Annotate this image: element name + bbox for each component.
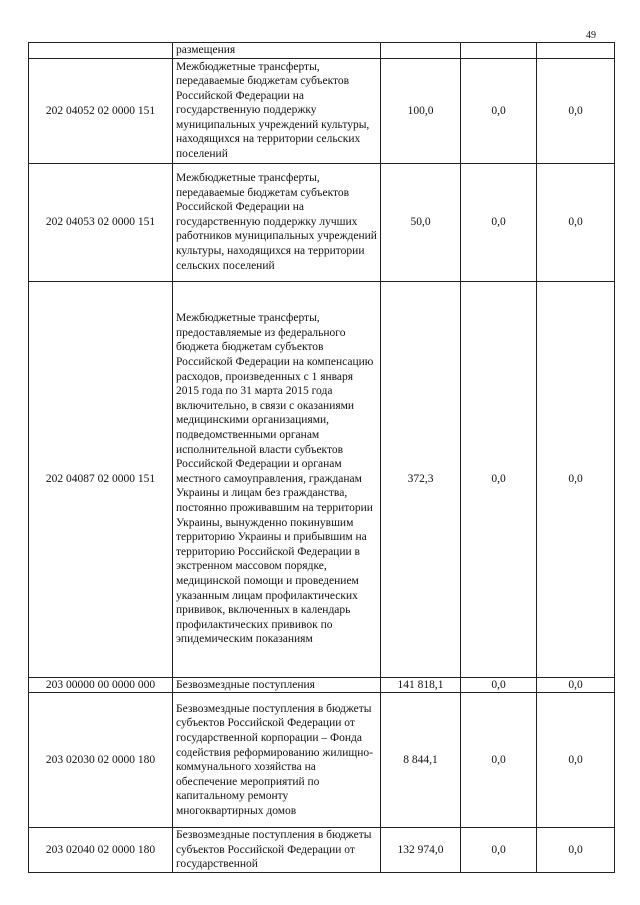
row-value-2 — [461, 43, 537, 59]
row-code: 202 04087 02 0000 151 — [29, 281, 173, 677]
row-value-3 — [537, 43, 615, 59]
row-value-1: 132 974,0 — [381, 828, 461, 873]
row-value-3: 0,0 — [537, 693, 615, 828]
table-row — [29, 163, 615, 281]
table-row — [29, 828, 615, 873]
row-name: Межбюджетные трансферты, передаваемые бюджетам субъектов Российской Федерации на государственную поддержку лучших работников муниципальных учреждений культуры, находящихся на территории сельских поселений — [173, 163, 381, 281]
row-value-1: 372,3 — [381, 281, 461, 677]
row-name: Межбюджетные трансферты, передаваемые бюджетам субъектов Российской Федерации на государственную поддержку муниципальных учреждений культуры, находящихся на территории сельских поселений — [173, 58, 381, 163]
row-name: размещения — [173, 43, 381, 59]
row-value-1: 141 818,1 — [381, 677, 461, 693]
row-value-2: 0,0 — [461, 828, 537, 873]
row-name: Безвозмездные поступления в бюджеты субъектов Российской Федерации от государственной — [173, 828, 381, 873]
row-name: Межбюджетные трансферты, предоставляемые из федерального бюджета бюджетам субъектов Российской Федерации на компенсацию расходов, произведенных с 1 января 2015 года по 31 марта 2015 года включительно, в связи с оказаниями медицинскими организациями, подведомственными органам исполнительной власти субъектов Российской Федерации и органам местного самоуправления, гражданам Украины и лицам без гражданства, постоянно проживавшим на территории Украины, вынужденно покинувшим территорию Украины и прибывшим на территорию Российской Федерации в экстренном массовом порядке, медицинской помощи и проведением указанным лицам профилактических прививок, включенных в календарь профилактических прививок по эпидемическим показаниям — [173, 281, 381, 677]
row-value-2: 0,0 — [461, 677, 537, 693]
row-value-3: 0,0 — [537, 281, 615, 677]
row-code: 202 04053 02 0000 151 — [29, 163, 173, 281]
table-row — [29, 677, 615, 693]
row-name: Безвозмездные поступления в бюджеты субъектов Российской Федерации от государственной корпорации – Фонда содействия реформированию жилищно-коммунального хозяйства на обеспечение мероприятий по капитальному ремонту многоквартирных домов — [173, 693, 381, 828]
row-value-2: 0,0 — [461, 693, 537, 828]
row-value-3: 0,0 — [537, 58, 615, 163]
row-value-3: 0,0 — [537, 677, 615, 693]
row-code: 203 02030 02 0000 180 — [29, 693, 173, 828]
table-row — [29, 693, 615, 828]
row-value-1: 50,0 — [381, 163, 461, 281]
table-row — [29, 281, 615, 677]
row-value-2: 0,0 — [461, 163, 537, 281]
row-name: Безвозмездные поступления — [173, 677, 381, 693]
row-value-1: 100,0 — [381, 58, 461, 163]
row-code — [29, 43, 173, 59]
budget-table — [28, 42, 615, 873]
row-value-1 — [381, 43, 461, 59]
table-row — [29, 58, 615, 163]
row-value-3: 0,0 — [537, 828, 615, 873]
row-value-3: 0,0 — [537, 163, 615, 281]
row-code: 203 02040 02 0000 180 — [29, 828, 173, 873]
row-code: 203 00000 00 0000 000 — [29, 677, 173, 693]
table-row — [29, 43, 615, 59]
row-value-2: 0,0 — [461, 281, 537, 677]
row-value-2: 0,0 — [461, 58, 537, 163]
row-code: 202 04052 02 0000 151 — [29, 58, 173, 163]
page-number: 49 — [586, 30, 596, 41]
row-value-1: 8 844,1 — [381, 693, 461, 828]
